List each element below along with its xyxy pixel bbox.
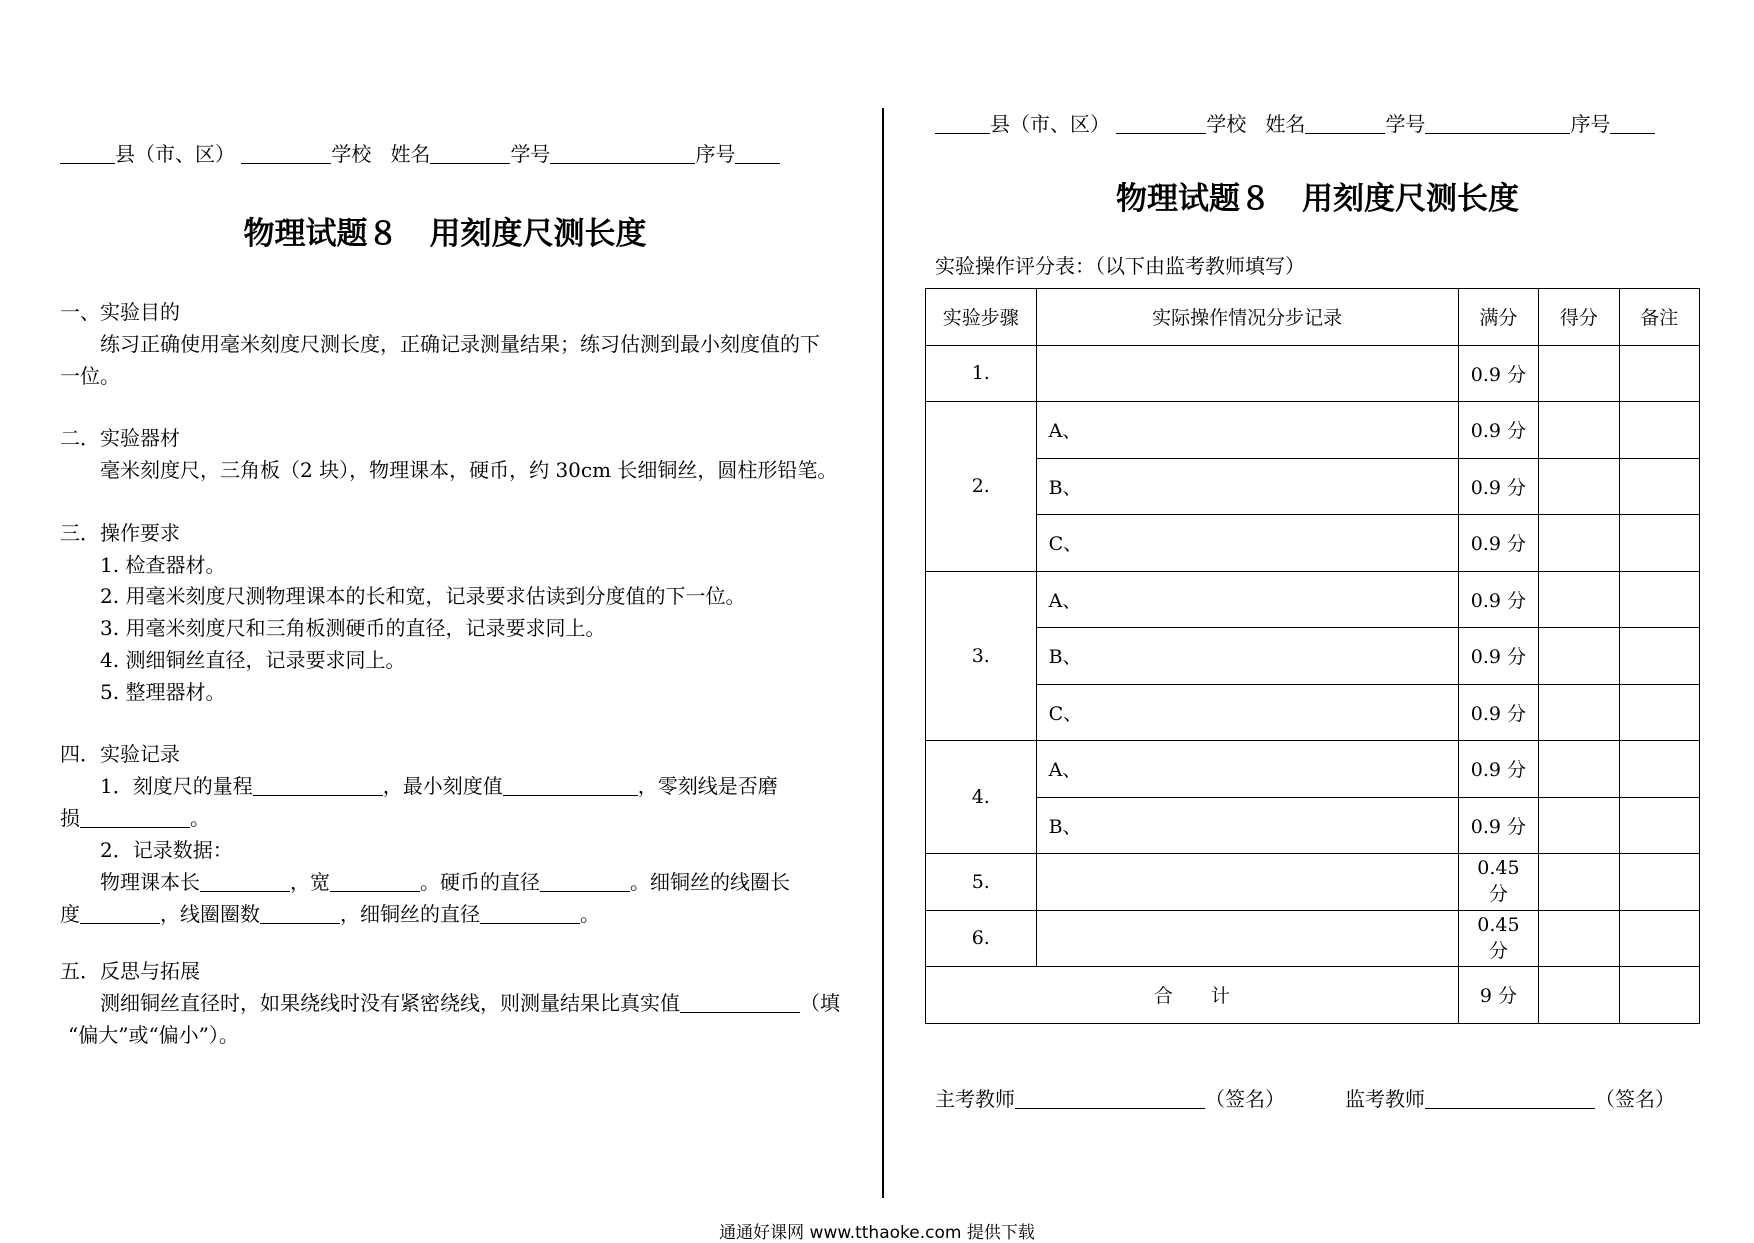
coil-length-blank	[80, 904, 160, 924]
section-3-item: 2. 用毫米刻度尺测物理课本的长和宽，记录要求估读到分度值的下一位。	[100, 584, 746, 608]
county-label: 县（市、区）	[990, 112, 1110, 136]
table-row	[926, 628, 1700, 685]
chief-teacher-sign-hint: （签名）	[1205, 1087, 1285, 1111]
record-line-4	[60, 866, 790, 895]
full-score-cell: 0.9 分	[1458, 402, 1538, 459]
remark-cell[interactable]	[1619, 458, 1699, 515]
page-divider	[882, 108, 884, 1198]
table-row	[926, 741, 1700, 798]
county-label: 县（市、区）	[115, 142, 235, 166]
book-width-label: ，宽	[290, 870, 330, 894]
remark-cell[interactable]	[1619, 402, 1699, 459]
header-score: 得分	[1539, 289, 1619, 346]
score-cell[interactable]	[1539, 684, 1619, 741]
worn-label: 损	[60, 806, 80, 830]
table-row	[926, 345, 1700, 402]
total-row	[926, 967, 1700, 1024]
table-row	[926, 402, 1700, 459]
remark-cell[interactable]	[1619, 684, 1699, 741]
remark-cell[interactable]	[1619, 628, 1699, 685]
section-2-title: 二．实验器材	[60, 426, 180, 450]
step-cell: 3.	[926, 571, 1037, 741]
student-no-label: 学号	[510, 142, 551, 166]
footer-credit: 通通好课网 www.tthaoke.com 提供下载	[719, 1223, 1035, 1243]
invigilator-sign	[1345, 1083, 1675, 1112]
record-cell[interactable]: C、	[1036, 515, 1458, 572]
book-length-label: 物理课本长	[100, 870, 200, 894]
full-score-cell: 0.45 分	[1458, 854, 1538, 911]
step-cell: 5.	[926, 854, 1037, 911]
chief-teacher-blank[interactable]	[1015, 1089, 1205, 1109]
total-remark-cell[interactable]	[1619, 967, 1699, 1024]
score-cell[interactable]	[1539, 628, 1619, 685]
school-label: 学校	[1206, 112, 1247, 136]
name-label: 姓名	[390, 142, 431, 166]
total-label: 合 计	[926, 967, 1459, 1024]
reflection-question: 测细铜丝直径时，如果绕线时没有紧密绕线，则测量结果比真实值	[100, 991, 680, 1015]
score-cell[interactable]	[1539, 515, 1619, 572]
record-cell[interactable]: A、	[1036, 402, 1458, 459]
score-cell[interactable]	[1539, 910, 1619, 967]
school-blank	[1116, 114, 1206, 134]
record-cell[interactable]: A、	[1036, 741, 1458, 798]
seq-no-label: 序号	[1570, 112, 1611, 136]
county-blank	[60, 144, 115, 164]
header-full-score: 满分	[1458, 289, 1538, 346]
table-row	[926, 515, 1700, 572]
page-title: 物理试题８ 用刻度尺测长度	[243, 216, 647, 252]
record-cell[interactable]: B、	[1036, 458, 1458, 515]
score-cell[interactable]	[1539, 797, 1619, 854]
full-score-cell: 0.9 分	[1458, 797, 1538, 854]
name-label: 姓名	[1265, 112, 1306, 136]
seq-no-blank	[1610, 114, 1655, 134]
remark-cell[interactable]	[1619, 345, 1699, 402]
coil-length-label: 。细铜丝的线圈长	[630, 870, 790, 894]
full-score-cell: 0.9 分	[1458, 628, 1538, 685]
remark-cell[interactable]	[1619, 515, 1699, 572]
coil-turns-blank	[260, 904, 340, 924]
remark-cell[interactable]	[1619, 571, 1699, 628]
full-score-cell: 0.9 分	[1458, 684, 1538, 741]
full-score-cell: 0.9 分	[1458, 741, 1538, 798]
section-3-title: 三．操作要求	[60, 521, 180, 545]
remark-cell[interactable]	[1619, 910, 1699, 967]
header-record: 实际操作情况分步记录	[1036, 289, 1458, 346]
book-length-blank	[200, 872, 290, 892]
record-line-2	[60, 802, 210, 831]
coin-diameter-label: 。硬币的直径	[420, 870, 540, 894]
section-5-title: 五．反思与拓展	[60, 959, 200, 983]
student-no-blank	[1425, 114, 1570, 134]
table-row	[926, 458, 1700, 515]
reflection-line-2: “偏大”或“偏小”）。	[68, 1023, 239, 1047]
wire-diameter-label: ，细铜丝的直径	[340, 902, 480, 926]
score-cell[interactable]	[1539, 571, 1619, 628]
remark-cell[interactable]	[1619, 854, 1699, 911]
worn-blank	[80, 808, 190, 828]
range-blank	[253, 776, 383, 796]
invigilator-label: 监考教师	[1345, 1087, 1425, 1111]
student-no-label: 学号	[1385, 112, 1426, 136]
table-row	[926, 797, 1700, 854]
record-line-3: 2．记录数据：	[100, 838, 233, 862]
section-3-item: 4. 测细铜丝直径，记录要求同上。	[100, 648, 406, 672]
record-cell[interactable]	[1036, 854, 1458, 911]
record-cell[interactable]: B、	[1036, 797, 1458, 854]
table-row	[926, 684, 1700, 741]
school-blank	[241, 144, 331, 164]
table-row	[926, 910, 1700, 967]
table-caption: 实验操作评分表：（以下由监考教师填写）	[935, 254, 1305, 278]
reflection-fill-hint: （填	[800, 991, 840, 1015]
page-title: 物理试题８ 用刻度尺测长度	[1116, 181, 1519, 217]
record-cell[interactable]	[1036, 345, 1458, 402]
school-label: 学校	[331, 142, 372, 166]
name-blank	[430, 144, 510, 164]
section-3-item: 3. 用毫米刻度尺和三角板测硬币的直径，记录要求同上。	[100, 616, 606, 640]
zero-line-label: ，零刻线是否磨	[637, 774, 778, 798]
header-remark: 备注	[1619, 289, 1699, 346]
header-line	[60, 138, 830, 167]
table-row	[926, 854, 1700, 911]
header-step: 实验步骤	[926, 289, 1037, 346]
invigilator-blank[interactable]	[1425, 1089, 1595, 1109]
score-table	[925, 288, 1700, 1024]
range-label: 1．刻度尺的量程	[100, 774, 253, 798]
table-row	[926, 571, 1700, 628]
record-cell[interactable]: A、	[1036, 571, 1458, 628]
reflection-line-1	[60, 987, 840, 1016]
section-2-line-1: 毫米刻度尺，三角板（2 块），物理课本，硬币，约 30cm 长细铜丝，圆柱形铅笔。	[100, 458, 838, 482]
seq-no-blank	[735, 144, 780, 164]
chief-teacher-sign	[935, 1083, 1285, 1112]
section-1-line-1: 练习正确使用毫米刻度尺测长度，正确记录测量结果；练习估测到最小刻度值的下	[100, 332, 820, 356]
coil-length-end: 度	[60, 902, 80, 926]
book-width-blank	[330, 872, 420, 892]
section-1-title: 一、实验目的	[60, 300, 180, 324]
remark-cell[interactable]	[1619, 797, 1699, 854]
section-3-item: 1. 检查器材。	[100, 553, 226, 577]
seq-no-label: 序号	[695, 142, 736, 166]
name-blank	[1305, 114, 1385, 134]
full-score-cell: 0.9 分	[1458, 515, 1538, 572]
wire-diameter-end: 。	[580, 902, 600, 926]
student-no-blank	[550, 144, 695, 164]
total-got-cell[interactable]	[1539, 967, 1619, 1024]
record-cell[interactable]: B、	[1036, 628, 1458, 685]
section-3-item: 5. 整理器材。	[100, 680, 226, 704]
coin-diameter-blank	[540, 872, 630, 892]
remark-cell[interactable]	[1619, 741, 1699, 798]
worn-end: 。	[190, 806, 210, 830]
min-scale-label: ，最小刻度值	[382, 774, 503, 798]
step-cell: 1.	[926, 345, 1037, 402]
invigilator-sign-hint: （签名）	[1595, 1087, 1675, 1111]
step-cell: 4.	[926, 741, 1037, 854]
record-line-1	[60, 770, 778, 799]
wire-diameter-blank	[480, 904, 580, 924]
chief-teacher-label: 主考教师	[935, 1087, 1015, 1111]
score-cell[interactable]	[1539, 345, 1619, 402]
score-cell[interactable]	[1539, 402, 1619, 459]
full-score-cell: 0.9 分	[1458, 458, 1538, 515]
table-header-row	[926, 289, 1700, 346]
county-blank	[935, 114, 990, 134]
full-score-cell: 0.9 分	[1458, 345, 1538, 402]
full-score-cell: 0.9 分	[1458, 571, 1538, 628]
record-cell[interactable]: C、	[1036, 684, 1458, 741]
record-cell[interactable]	[1036, 910, 1458, 967]
score-cell[interactable]	[1539, 458, 1619, 515]
coil-turns-label: ，线圈圈数	[160, 902, 260, 926]
step-cell: 2.	[926, 402, 1037, 572]
section-4-title: 四．实验记录	[60, 742, 180, 766]
reflection-blank	[680, 993, 800, 1013]
header-line	[935, 108, 1700, 137]
step-cell: 6.	[926, 910, 1037, 967]
min-scale-blank	[503, 776, 638, 796]
total-score: 9 分	[1458, 967, 1538, 1024]
score-cell[interactable]	[1539, 854, 1619, 911]
score-cell[interactable]	[1539, 741, 1619, 798]
record-line-5	[60, 898, 600, 927]
full-score-cell: 0.45 分	[1458, 910, 1538, 967]
section-1-line-2: 一位。	[60, 364, 120, 388]
